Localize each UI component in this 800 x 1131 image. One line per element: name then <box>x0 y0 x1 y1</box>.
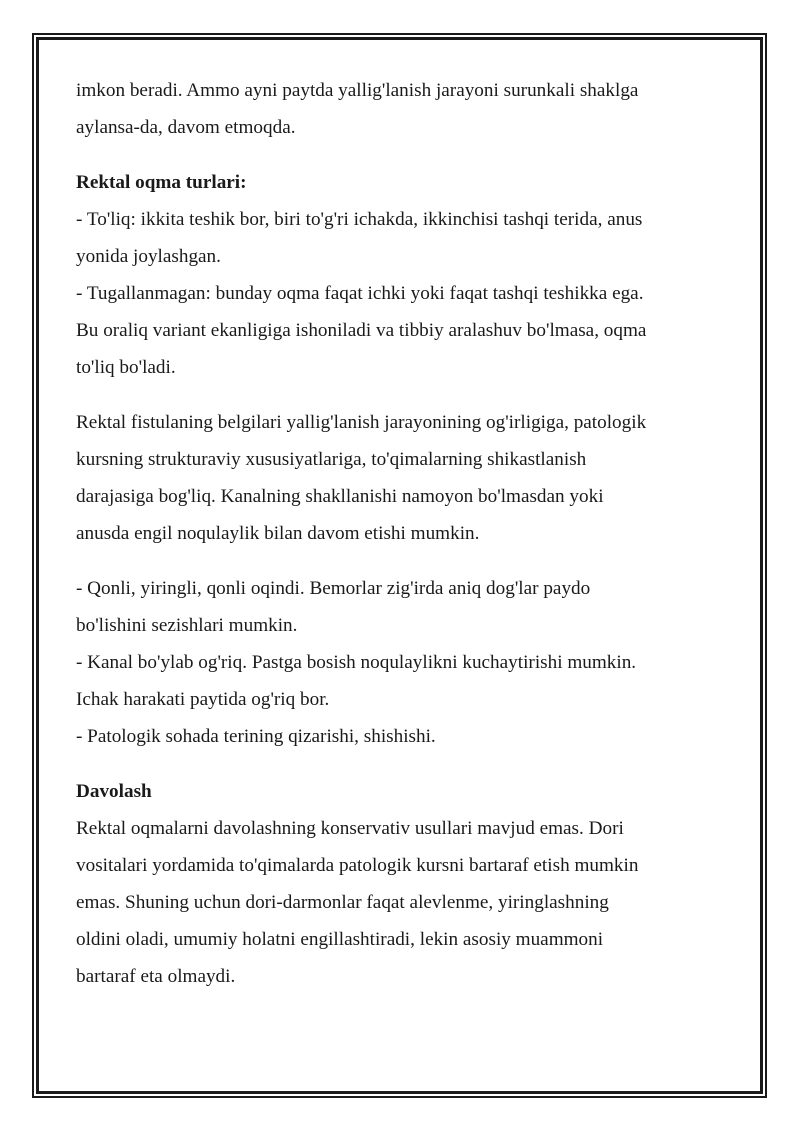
text-line: aylansa-da, davom etmoqda. <box>76 117 296 138</box>
text-line: - Patologik sohada terining qizarishi, shishishi. <box>76 726 436 747</box>
text-line: bo'lishini sezishlari mumkin. <box>76 615 298 636</box>
text-line: to'liq bo'ladi. <box>76 357 176 378</box>
text-line: emas. Shuning uchun dori-darmonlar faqat alevlenme, yiringlashning <box>76 892 609 913</box>
text-line: imkon beradi. Ammo ayni paytda yallig'lanish jarayoni surunkali shaklga <box>76 80 639 101</box>
types-list <box>76 201 726 386</box>
text-line: oldini oladi, umumiy holatni engillashtiradi, lekin asosiy muammoni <box>76 929 604 950</box>
symptoms-paragraph <box>76 404 726 552</box>
text-line: - Qonli, yiringli, qonli oqindi. Bemorlar zig'irda aniq dog'lar paydo <box>76 578 591 599</box>
text-line: Rektal oqmalarni davolashning konservativ usullari mavjud emas. Dori <box>76 818 624 839</box>
text-line: Bu oraliq variant ekanligiga ishoniladi va tibbiy aralashuv bo'lmasa, oqma <box>76 320 647 341</box>
treatment-paragraph <box>76 810 726 995</box>
section-heading-types: Rektal oqma turlari: <box>76 172 247 193</box>
text-line: bartaraf eta olmaydi. <box>76 966 236 987</box>
text-line: - Kanal bo'ylab og'riq. Pastga bosish noqulaylikni kuchaytirishi mumkin. <box>76 652 637 673</box>
text-line: - Tugallanmagan: bunday oqma faqat ichki yoki faqat tashqi teshikka ega. <box>76 283 644 304</box>
section-heading-treatment: Davolash <box>76 781 152 802</box>
text-line: darajasiga bog'liq. Kanalning shakllanishi namoyon bo'lmasdan yoki <box>76 486 604 507</box>
text-line: anusda engil noqulaylik bilan davom etishi mumkin. <box>76 523 480 544</box>
text-line: vositalari yordamida to'qimalarda patologik kursni bartaraf etish mumkin <box>76 855 639 876</box>
text-line: yonida joylashgan. <box>76 246 221 267</box>
text-line: - To'liq: ikkita teshik bor, biri to'g'ri ichakda, ikkinchisi tashqi terida, anus <box>76 209 643 230</box>
text-line: kursning strukturaviy xususiyatlariga, to'qimalarning shikastlanish <box>76 449 587 470</box>
text-line: Ichak harakati paytida og'riq bor. <box>76 689 330 710</box>
document-body <box>76 72 726 995</box>
symptoms-list <box>76 570 726 755</box>
text-line: Rektal fistulaning belgilari yallig'lanish jarayonining og'irligiga, patologik <box>76 412 647 433</box>
intro-paragraph <box>76 72 726 146</box>
